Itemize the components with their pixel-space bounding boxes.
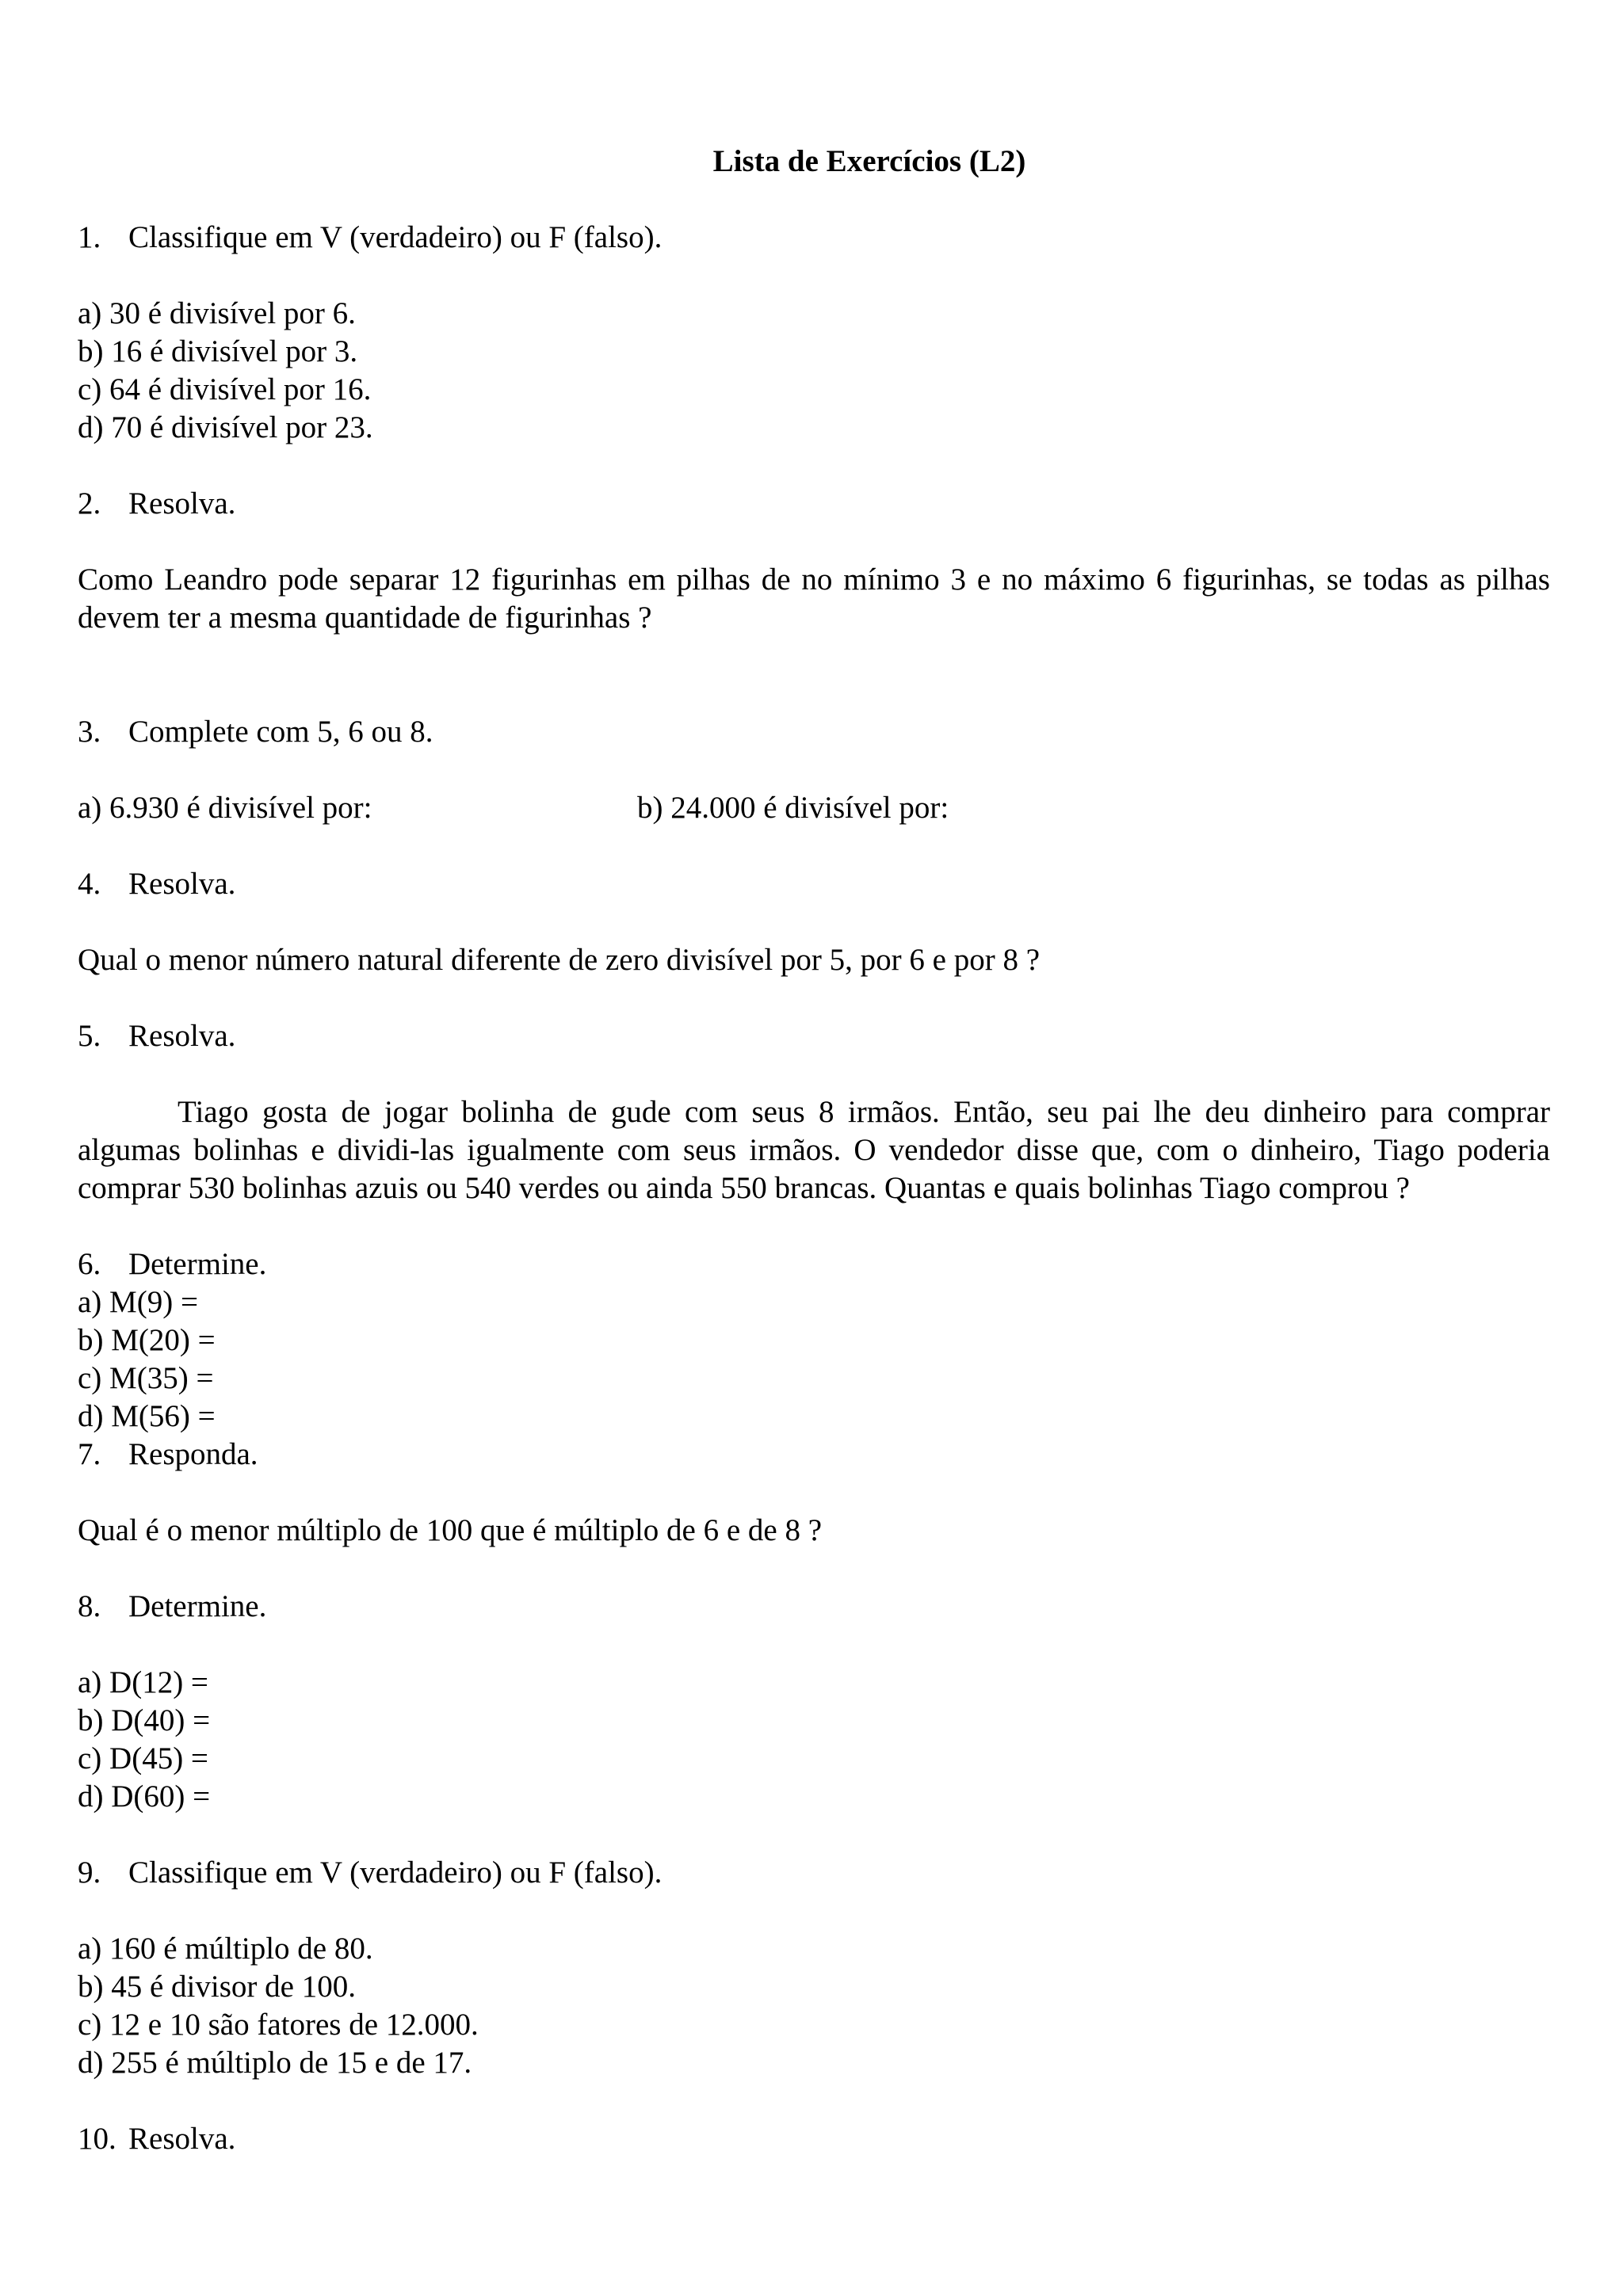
- question-7-text: Qual é o menor múltiplo de 100 que é múltiplo de 6 e de 8 ?: [78, 1513, 823, 1547]
- question-prompt: Responda.: [128, 1437, 258, 1471]
- question-number: 10.: [78, 2122, 116, 2156]
- question-number: 1.: [78, 220, 101, 254]
- question-number: 8.: [78, 1589, 101, 1623]
- document-page: [78, 143, 1550, 2158]
- question-7-heading: [78, 1436, 1550, 1474]
- question-6-item-b: b) M(20) =: [78, 1323, 216, 1357]
- question-2-text: Como Leandro pode separar 12 figurinhas em pilhas de no mínimo 3 e no máximo 6 figurinhas, se todas as pilhas devem ter a mesma quantidade de figurinhas ?: [78, 563, 1550, 635]
- question-1-item-b: b) 16 é divisível por 3.: [78, 334, 358, 368]
- question-3-items: [78, 789, 1550, 827]
- question-9-item-b: b) 45 é divisor de 100.: [78, 1970, 356, 2004]
- question-number: 9.: [78, 1855, 101, 1890]
- question-9-item-d: d) 255 é múltiplo de 15 e de 17.: [78, 2046, 472, 2080]
- question-10-heading: [78, 2120, 1550, 2158]
- question-number: 4.: [78, 867, 101, 901]
- question-number: 2.: [78, 486, 101, 521]
- question-6-item-a: a) M(9) =: [78, 1285, 198, 1319]
- question-4-text: Qual o menor número natural diferente de zero divisível por 5, por 6 e por 8 ?: [78, 943, 1041, 977]
- question-5-text: Tiago gosta de jogar bolinha de gude com seus 8 irmãos. Então, seu pai lhe deu dinheiro para comprar algumas bolinhas e dividi-las igualmente com seus irmãos. O vendedor disse que, com o dinheiro, Tiago poderia comprar 530 bolinhas azuis ou 540 verdes ou ainda 550 brancas. Quantas e quais bolinhas Tiago comprou ?: [78, 1095, 1550, 1205]
- question-6-heading: [78, 1245, 1550, 1283]
- question-8-item-a: a) D(12) =: [78, 1665, 208, 1699]
- question-prompt: Complete com 5, 6 ou 8.: [128, 715, 433, 749]
- question-number: 5.: [78, 1019, 101, 1053]
- question-1-item-a: a) 30 é divisível por 6.: [78, 296, 356, 330]
- question-number: 6.: [78, 1247, 101, 1281]
- question-2-heading: [78, 485, 1550, 523]
- question-1-item-c: c) 64 é divisível por 16.: [78, 372, 372, 406]
- question-prompt: Resolva.: [128, 1019, 236, 1053]
- question-number: 7.: [78, 1437, 101, 1471]
- question-8-item-d: d) D(60) =: [78, 1779, 211, 1814]
- question-6-item-c: c) M(35) =: [78, 1361, 214, 1395]
- question-8-item-b: b) D(40) =: [78, 1703, 211, 1737]
- question-9-item-a: a) 160 é múltiplo de 80.: [78, 1932, 373, 1966]
- question-3-item-b: b) 24.000 é divisível por:: [637, 791, 949, 825]
- question-prompt: Resolva.: [128, 2122, 236, 2156]
- question-prompt: Resolva.: [128, 486, 236, 521]
- question-5-heading: [78, 1017, 1550, 1055]
- question-3-heading: [78, 713, 1550, 751]
- question-prompt: Classifique em V (verdadeiro) ou F (falso).: [128, 1855, 663, 1890]
- question-prompt: Resolva.: [128, 867, 236, 901]
- question-9-item-c: c) 12 e 10 são fatores de 12.000.: [78, 2008, 479, 2042]
- question-3-item-a: a) 6.930 é divisível por:: [78, 791, 372, 825]
- question-number: 3.: [78, 715, 101, 749]
- question-1-heading: [78, 219, 1550, 257]
- question-prompt: Determine.: [128, 1589, 267, 1623]
- question-4-heading: [78, 865, 1550, 903]
- question-1-item-d: d) 70 é divisível por 23.: [78, 410, 373, 444]
- question-8-heading: [78, 1588, 1550, 1626]
- page-title: Lista de Exercícios (L2): [712, 144, 1026, 178]
- question-prompt: Classifique em V (verdadeiro) ou F (falso).: [128, 220, 663, 254]
- question-9-heading: [78, 1854, 1550, 1892]
- question-8-item-c: c) D(45) =: [78, 1741, 208, 1775]
- question-6-item-d: d) M(56) =: [78, 1399, 216, 1433]
- question-prompt: Determine.: [128, 1247, 267, 1281]
